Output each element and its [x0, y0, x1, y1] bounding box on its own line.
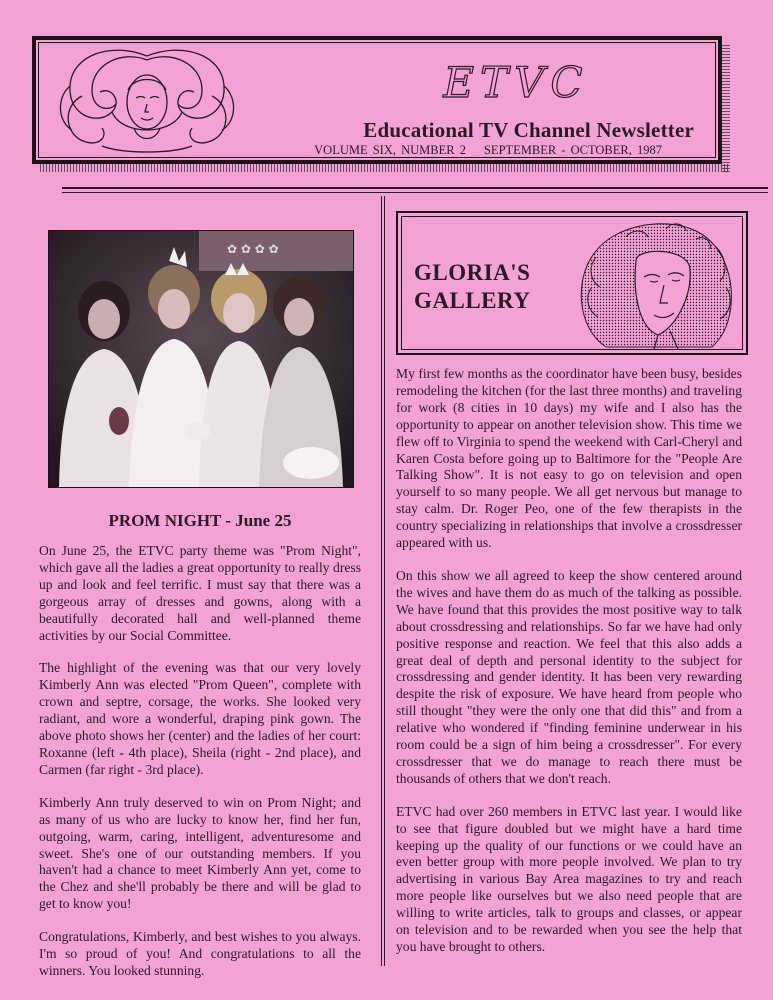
- article-paragraph: The highlight of the evening was that our very lovely Kimberly Ann was elected "Prom Queen", complete with crown and septre, corsage, the works. She looked very radiant, and wore a wonderful, draping pink gown. The above photo shows her (center) and the ladies of her court: Roxanne (left - 4th place), Sheila (right - 2nd place), and Carmen (far right - 3rd place).: [39, 660, 361, 777]
- article-paragraph: My first few months as the coordinator have been busy, besides remodeling the kitchen (for the last three months) and traveling for work (8 cities in 10 days) my wife and I also has the opportunity to appear on another television show. This time we flew off to Virginia to spend the weekend with Carl-Cheryl and Karen Costa before going up to Baltimore for the "People Are Talking Show". It is not easy to go on television and open yourself to so many people. We all get nervous but manage to stay calm. Dr. Roger Peo, one of the few therapists in the country specializing in relationships that involve a crossdresser appeared with us.: [396, 366, 742, 551]
- etvc-script-logo: ETVC: [443, 58, 589, 107]
- gloria-portrait-illustration: [566, 217, 742, 349]
- article-paragraph: On June 25, the ETVC party theme was "Prom Night", which gave all the ladies a great opportunity to really dress up and look and feel terrific. I must say that there was a gorgeous array of dresses and gowns, along with a beautifully decorated hall and well-planned theme activities by our Social Committee.: [39, 543, 361, 643]
- svg-text:✿ ✿ ✿ ✿: ✿ ✿ ✿ ✿: [227, 242, 279, 256]
- prom-night-photo: [48, 230, 354, 488]
- header-rule-thin: [62, 192, 768, 193]
- article-paragraph: On this show we all agreed to keep the show centered around the wives and have them do as much of the talking as possible. We have found that this provides the most positive way to talk about crossdressing and relationships. So far we have had only positive response and reaction. We feel that this also adds a great deal of depth and personal identity to the subject for crossdressing and gender identity. It has been very rewarding despite the risk of exposure. We have heard from people who still thought "they were the only one that did this" and from a relative who wondered if "finding feminine underwear in his room could be a sign of him being a crossdresser". For every crossdresser that we do manage to reach there must be thousands of others that we don't reach.: [396, 567, 742, 786]
- glorias-gallery-box: [396, 211, 748, 355]
- volume-number: VOLUME SIX, NUMBER 2: [314, 143, 466, 157]
- article-paragraph: ETVC had over 260 members in ETVC last year. I would like to see that figure doubled but we might have a hard time keeping up the quality of our functions or we could have an even better group with more people involved. We plan to try advertising in various Bay Area magazines to try and reach more people like ourselves but we also need people that are willing to write articles, talk to groups and classes, or appear on television and to be rewarded when you see the help that you have brought to others.: [396, 803, 742, 954]
- article-paragraph: Kimberly Ann truly deserved to win on Prom Night; and as many of us who are lucky to know her, find her fun, outgoing, warm, caring, intelligent, adventuresome and sweet. She's one of our outstanding members. If you haven't had a chance to meet Kimberly Ann yet, come to the Chez and she'll probably be there and will be glad to get to know you!: [39, 794, 361, 912]
- gallery-title-line2: GALLERY: [414, 288, 531, 313]
- prom-photo-illustration: [49, 231, 353, 487]
- gallery-title-line1: GLORIA'S: [414, 260, 531, 285]
- masthead-shadow-right: [722, 44, 730, 172]
- article-paragraph: Congratulations, Kimberly, and best wishes to you always. I'm so proud of you! And congratulations to all the winners. You looked stunning.: [39, 929, 361, 978]
- masthead-shadow-bottom: [40, 164, 730, 172]
- column-divider: [381, 196, 382, 966]
- issue-line: [36, 143, 662, 158]
- gallery-title: [414, 259, 544, 315]
- column-divider-thin: [384, 196, 385, 966]
- newsletter-title: Educational TV Channel Newsletter: [363, 118, 694, 142]
- header-rule: [62, 187, 768, 189]
- issue-date: SEPTEMBER - OCTOBER, 1987: [483, 143, 662, 157]
- masthead: [32, 36, 722, 164]
- prom-night-article: [39, 543, 361, 996]
- gallery-article: [396, 366, 742, 972]
- logo-face-illustration: [52, 46, 242, 158]
- article-headline: PROM NIGHT - June 25: [108, 511, 292, 530]
